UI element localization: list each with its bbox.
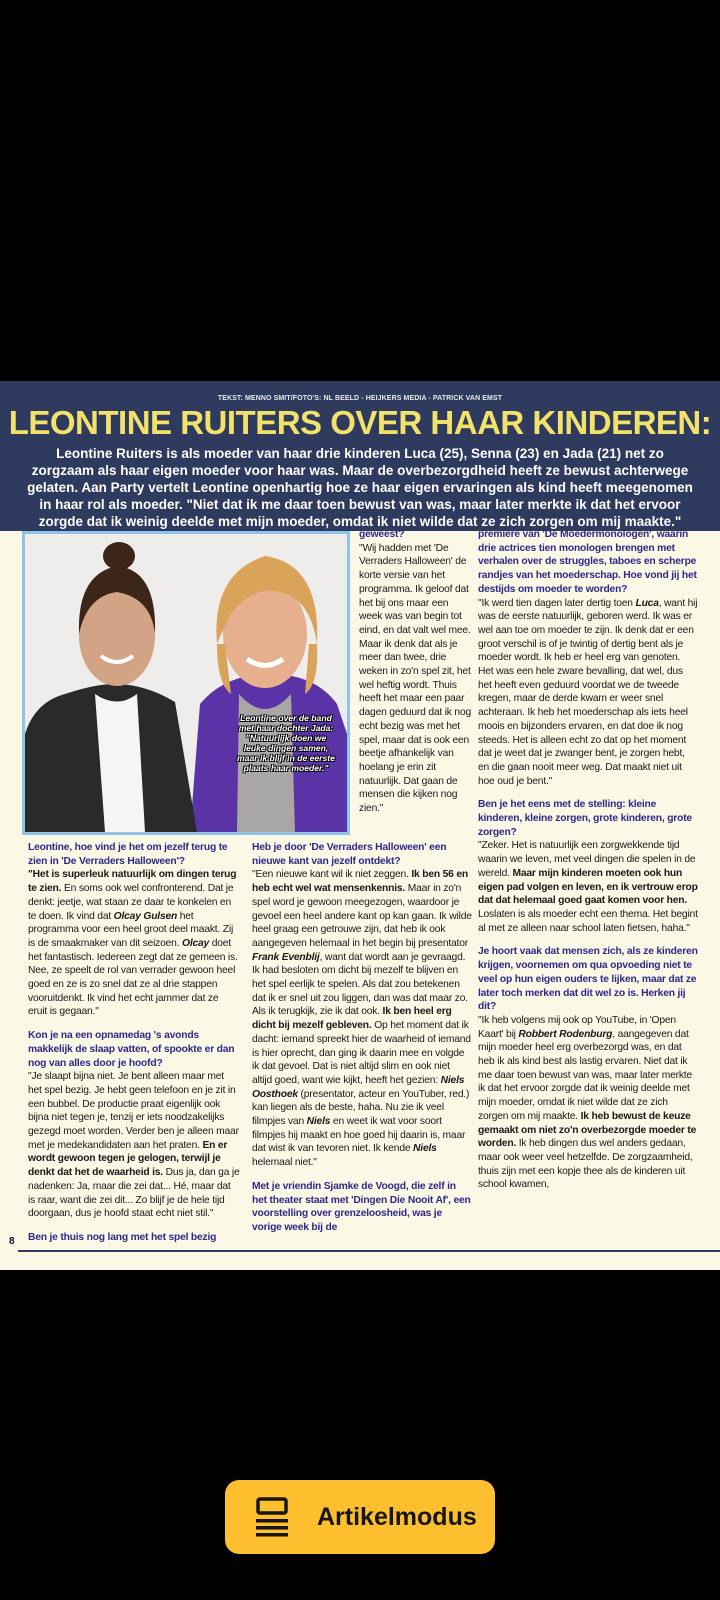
answer-6: "Zeker. Het is natuurlijk een zorgwekkende tijd waarin we leven, met veel dingen die spelen in de wereld. Maar mijn kinderen moeten ook hun eigen pad volgen en leven, en ik vertrouw erop dat dat helemaal goed gaat komen voor hen. Loslaten is als moeder echt een thema. Het begint al met ze alleen naar school laten fietsen, haha." [478,840,698,934]
headline: LEONTINE RUITERS OVER HAAR KINDEREN: [8,404,712,441]
article-header [0,381,720,531]
article-mode-label: Artikelmodus [317,1502,477,1531]
page-number: 8 [9,1236,15,1247]
photo-illustration [25,534,347,832]
column-2-upper [359,528,471,816]
question-2: Kon je na een opnamedag 's avonds makkelijk de slaap vatten, of spookte er dan nog van alles door je hoofd? [28,1030,235,1069]
question-5-continued: première van 'De Moedermonologen', waarin drie actrices tien monologen brengen met verhalen over de struggles, taboes en scherpe randjes van het moederschap. Hoe vond jij het destijds om moeder te worden? [478,529,697,595]
question-1: Leontine, hoe vind je het om jezelf terug te zien in 'De Verraders Halloween'? [28,842,228,867]
article-list-icon [255,1497,289,1537]
column-1 [28,841,240,1245]
answer-1: "Het is superleuk natuurlijk om dingen terug te zien. En soms ook wel confronterend. Dat je denkt: jeetje, wat staan ze daar te konkelen en te doen. Ik vind dat Olcay Gulsen het programma voor een heel groot deel maakt. Zij is de smaakmaker van dit seizoen. Olcay doet het fantastisch. Iedereen zegt dat ze gemeen is. Nee, ze speelt de rol van verrader gewoon heel goed en ze is zo snel dat ze al drie stappen vooruitdenkt. Ik vind het echt jammer dat ze eruit is gegaan." [28,869,238,1018]
question-6: Ben je het eens met de stelling: kleine kinderen, kleine zorgen, grote kinderen, grote zorgen? [478,799,692,838]
column-3 [478,528,698,1192]
question-3: Ben je thuis nog lang met het spel bezig [28,1231,217,1243]
intro-text: Leontine Ruiters is als moeder van haar drie kinderen Luca (25), Senna (23) en Jada (21) net zo zorgzaam als haar eigen moeder voor haar was. Maar de overbezorgdheid heeft ze bewust achterwege gelaten. Aan Party vertelt Leontine openhartig hoe ze haar eigen ervaringen als kind heeft meegenomen in haar rol als moeder. "Niet dat ik me daar toen bewust van was, maar later merkte ik dat het ervoor zorgde dat ik weinig deelde met mijn moeder, omdat ik niet wilde dat ze zich zorgen om mij maakte." [27,446,693,529]
question-4: Heb je door 'De Verraders Halloween' een nieuwe kant van jezelf ontdekt? [252,842,447,867]
question-3-continued: geweest? [359,529,405,540]
photo-caption: Leontine over de band met haar dochter Jada: "Natuurlijk doen we leuke dingen samen, maar ik blijf in de eerste plaats haar moeder." [237,713,335,773]
column-2 [252,841,472,1235]
article-photo [22,531,350,835]
answer-4: "Een nieuwe kant wil ik niet zeggen. Ik ben 56 en heb echt wel wat mensenkennis. Maar in zo'n spel word je gewoon meegezogen, waardoor je gevoel een heel andere kant op kan gaan. Ik wilde heel graag een getrouwe zijn, dat heb ik ook aangegeven helemaal in het begin bij presentator Frank Evenblij, want dat wordt aan je gevraagd. Ik had besloten om dicht bij mezelf te blijven en het spel eerlijk te spelen. Als dat zou betekenen dat ik er snel uit zou liggen, dan was dat maar zo. Als ik terugkijk, zie ik dat ook. Ik ben heel erg dicht bij mezelf gebleven. Op het moment dat ik dacht: iemand spreekt hier de waarheid of iemand is hier oprecht, dan ging ik daarin mee en volgde ik dat gevoel. Dat is niet altijd slim en ook niet altijd goed, want wie kijkt, heeft het gezien: Niels Oosthoek (presentator, acteur en YouTuber, red.) kan liegen als de beste, haha. Nu zie ik veel filmpjes van Niels en weet ik wat voor soort filmpjes hij maakt en hoe goed hij daarin is, maar dat wist ik van tevoren niet. Ik kende Niels helemaal niet." [252,869,472,1169]
answer-5: "Ik werd tien dagen later dertig toen Luca, want hij was de eerste natuurlijk, geboren werd. Ik was er wel aan toe om moeder te zijn. Ik denk dat er een groot verschil is of je twintig of dertig bent als je moeder wordt. Ik heb er heel erg van genoten. Het was een hele zware bevalling, dat wel, dus het heeft even geduurd voordat we de tweede kregen, maar de derde kwam er weer snel achteraan. Ik heb het moederschap als iets heel moois en bijzonders ervaren, en dat doe ik nog steeds. Het is alleen echt zo dat op het moment dat je weet dat je zwanger bent, je zorgen hebt, en die gaan nooit meer weg. Dat maakt niet uit hoe oud je bent." [478,597,698,787]
question-5: Met je vriendin Sjamke de Voogd, die zelf in het theater staat met 'Dingen Die Nooit Af', een voorstelling over grenzeloosheid, was je vorige week bij de [252,1180,471,1233]
answer-2: "Je slaapt bijna niet. Je bent alleen maar met het spel bezig. Je hebt geen telefoon en je zit in een bubbel. De productie praat eigenlijk ook bijna niet tegen je, tenzij er iets noodzakelijks gezegd moet worden. Verder ben je alleen maar met je medekandidaten aan het praten. En er wordt gewoon tegen je gelogen, terwijl je denkt dat het de waarheid is. Dus ja, dan ga je nadenken: Ja, maar die zei dat... Hé, maar dat is raar, want die zei dit... Zo blijf je de hele tijd doorgaan, dus je hoofd staat echt niet stil." [28,1071,240,1220]
magazine-page [0,381,720,1270]
photo-credit: TEKST: MENNO SMIT/FOTO'S: NL BEELD - HEIJKERS MEDIA - PATRICK VAN EMST [217,395,503,402]
question-7: Je hoort vaak dat mensen zich, als ze kinderen krijgen, voornemen om qua opvoeding niet te veel op hun eigen ouders te lijken, maar dat ze later toch merken dat dit wel zo is. Herken jij dit? [478,946,698,1013]
article-mode-button[interactable] [225,1480,495,1554]
page-divider [18,1250,720,1252]
answer-7: "Ik heb volgens mij ook op YouTube, in 'Open Kaart' bij Robbert Rodenburg, aangegeven dat mijn moeder heel erg overbezorgd was, en dat heb ik als kind best als lastig ervaren. Niet dat ik me daar toen bewust van was, maar later merkte ik dat het ervoor zorgde dat ik weinig deelde met mijn moeder, omdat ik niet wilde dat ze zich zorgen om mij maakte. Ik heb bewust de keuze gemaakt om niet zo'n overbezorgde moeder te worden. Ik heb dingen dus wel anders gedaan, maar ook weer veel hetzelfde. De zorgzaamheid, thuis zijn met een kopje thee als de kinderen uit school kwamen, [478,1014,697,1191]
answer-3: "Wij hadden met 'De Verraders Halloween' de korte versie van het programma. Ik geloof dat het bij ons maar een week was van begin tot eind, en dat valt wel mee. Maar ik denk dat als je meer dan twee, drie weken in zo'n spel zit, het wel heftig wordt. Thuis heeft het maar een paar dagen geduurd dat ik nog echt bezig was met het spel, maar dat is ook een beetje afhankelijk van hoelang je erin zit natuurlijk. Dat gaan de mensen die kijken nog zien." [359,542,471,815]
